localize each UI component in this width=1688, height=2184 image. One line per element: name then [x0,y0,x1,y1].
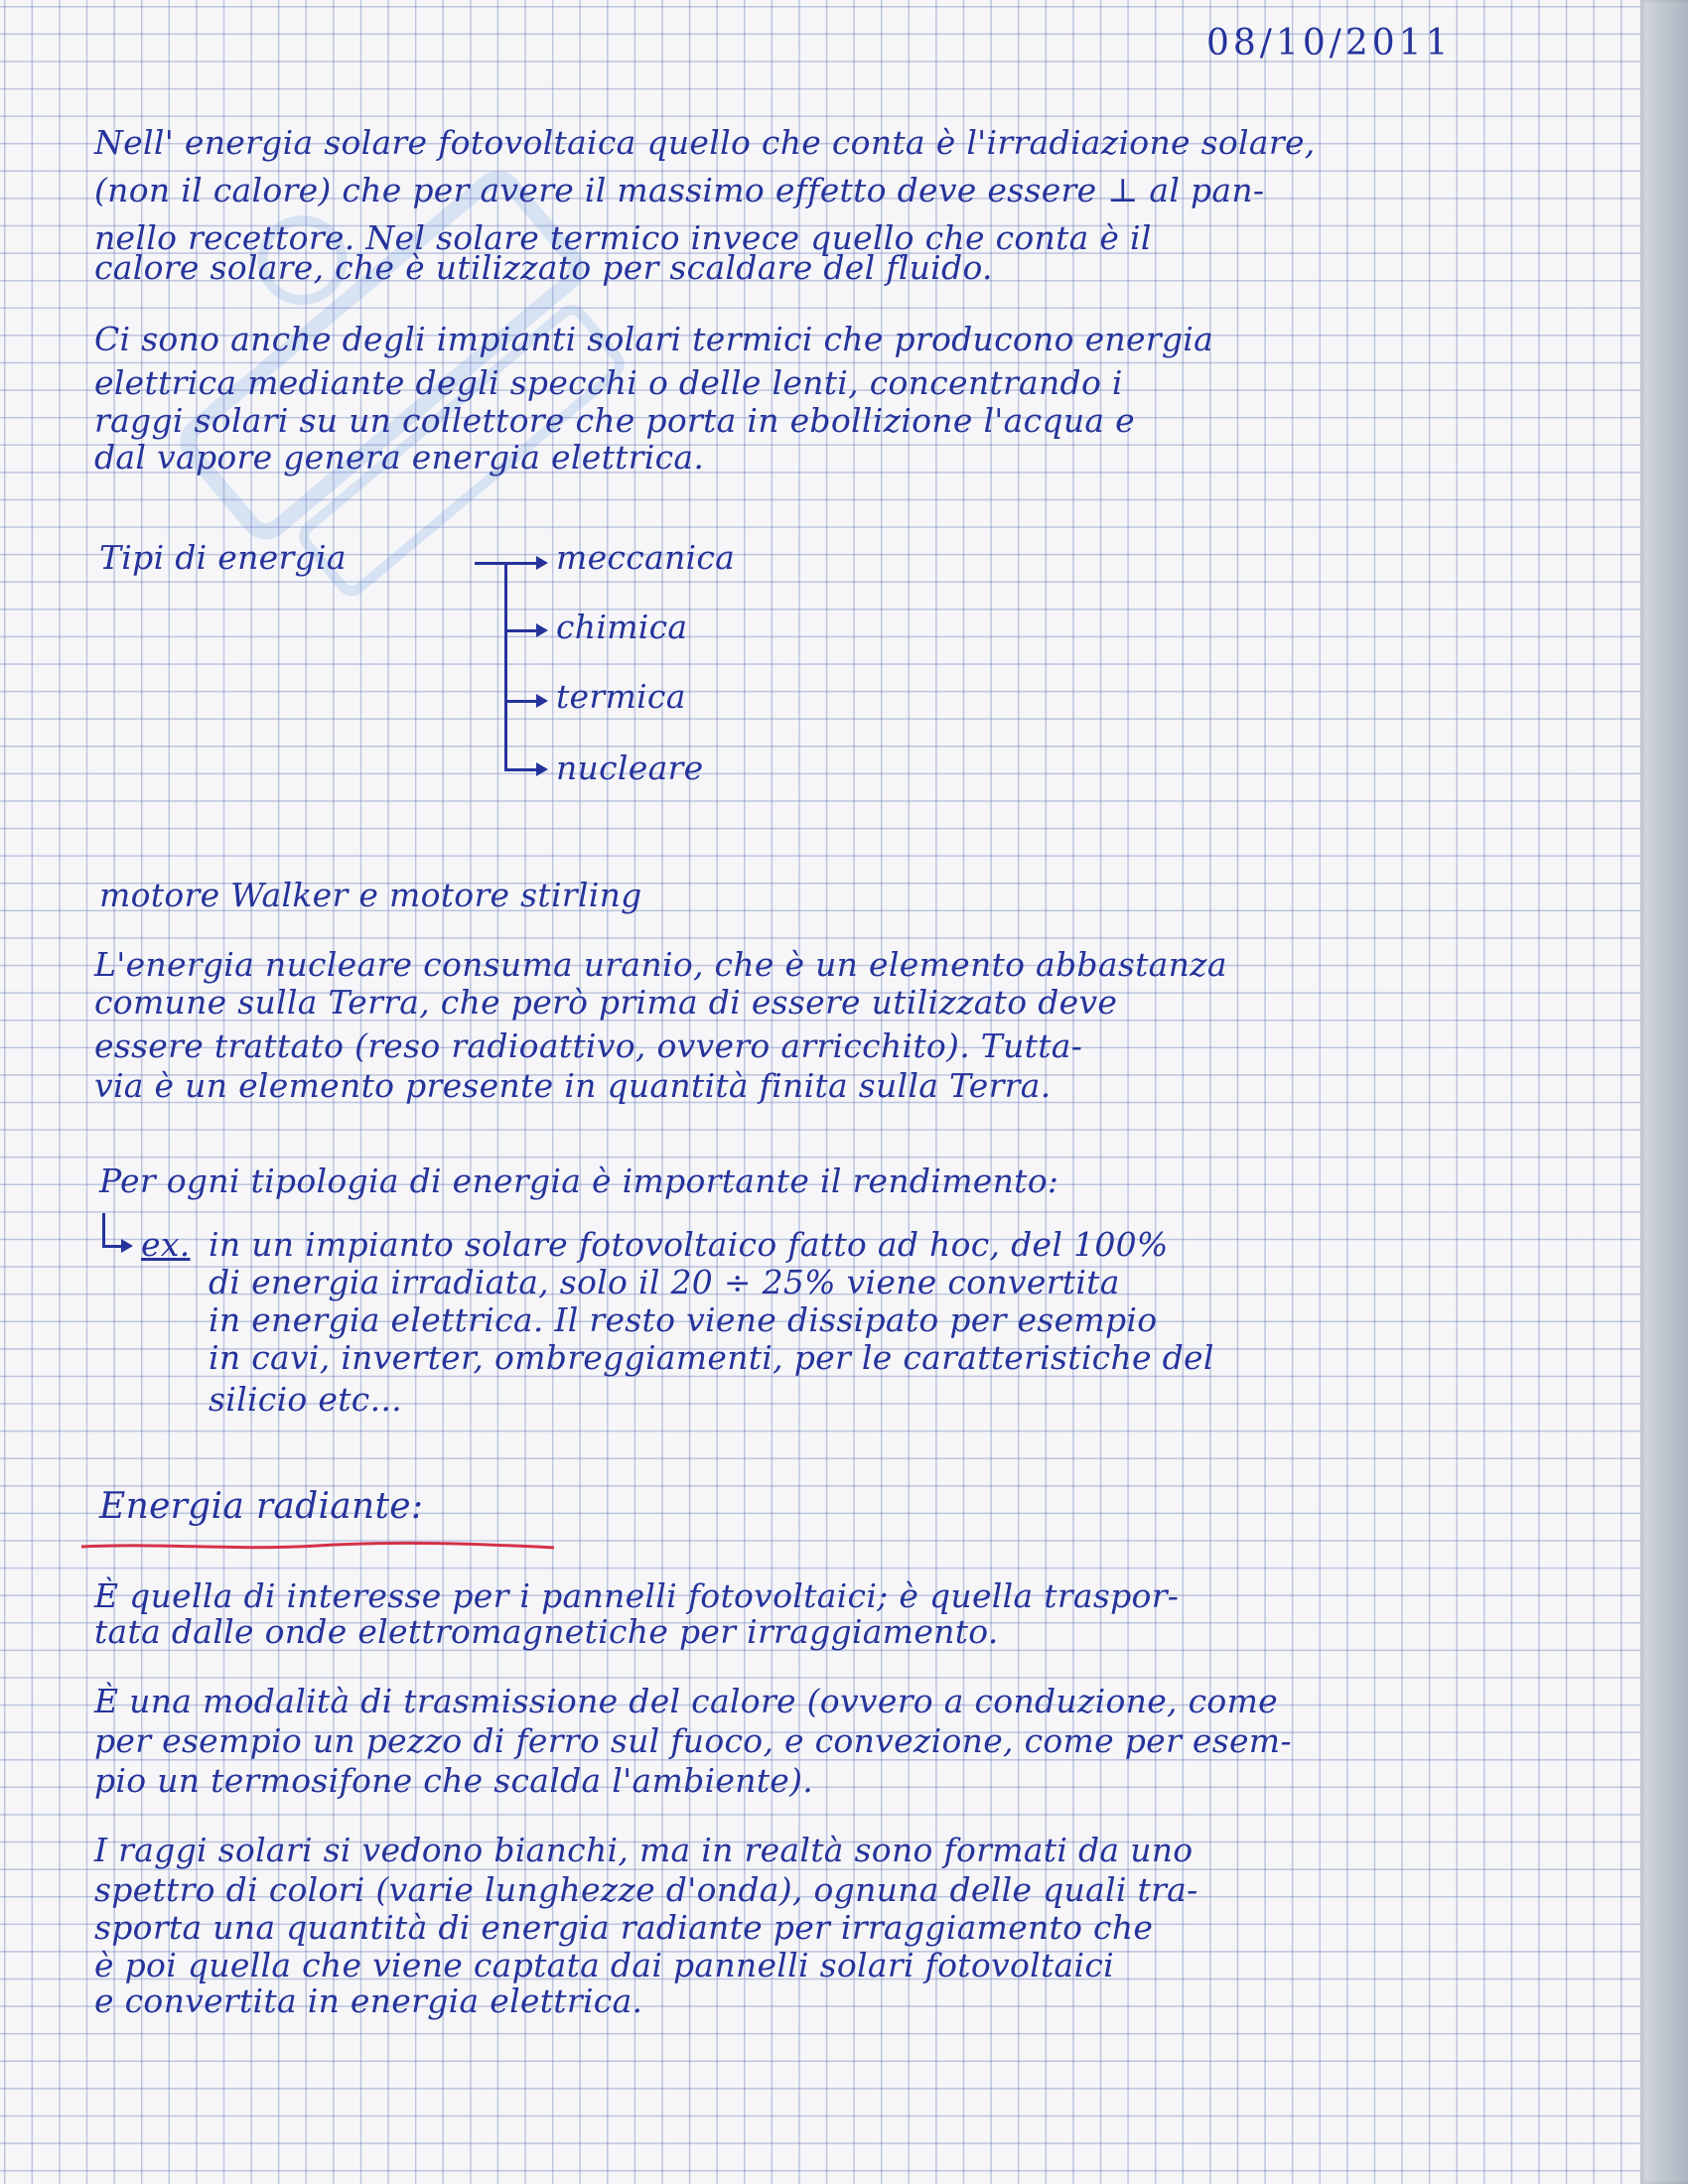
example-line: in energia elettrica. Il resto viene dissipato per esempio [209,1300,1158,1339]
page-date: 08/10/2011 [1206,23,1453,64]
example-marker: ex. [141,1225,191,1264]
paragraph-raggi-solari-line: sporta una quantità di energia radiante per irraggiamento che [94,1908,1154,1947]
energy-type-item: termica [556,677,686,716]
branch-connector [504,562,540,565]
paragraph-trasmissione-line: pio un termosifone che scalda l'ambiente). [94,1761,814,1800]
paragraph-nucleare-line: via è un elemento presente in quantità finita sulla Terra. [94,1066,1052,1105]
branch-connector [504,700,540,703]
motori-note: motore Walker e motore stirling [99,876,642,914]
example-line: in un impianto solare fotovoltaico fatto ad hoc, del 100% [209,1225,1169,1264]
paragraph-nucleare-line: essere trattato (reso radioattivo, ovvero arricchito). Tutta- [94,1026,1083,1065]
paragraph-radiante-line: tata dalle onde elettromagnetiche per irraggiamento. [94,1612,999,1651]
paragraph-fotovoltaico-line: nello recettore. Nel solare termico invece quello che conta è il [94,218,1152,257]
paragraph-fotovoltaico-line: (non il calore) che per avere il massimo effetto deve essere ⊥ al pan- [94,171,1265,209]
paragraph-raggi-solari-line: spettro di colori (varie lunghezze d'onda), ognuna delle quali tra- [94,1870,1198,1909]
example-line: silicio etc... [209,1380,402,1419]
title-underline [79,1541,556,1553]
paragraph-raggi-solari-line: e convertita in energia elettrica. [94,1981,643,2020]
energy-type-item: nucleare [556,749,704,787]
rendimento-heading: Per ogni tipologia di energia è importante il rendimento: [99,1161,1059,1200]
paragraph-solare-termico-line: elettrica mediante degli specchi o delle lenti, concentrando i [94,363,1123,402]
energy-types-label: Tipi di energia [99,538,347,577]
example-hook [102,1213,105,1247]
branch-connector [504,768,540,771]
page-edge [1640,0,1688,2184]
arrow-icon [536,556,548,570]
paragraph-solare-termico-line: dal vapore genera energia elettrica. [94,438,705,477]
energy-type-item: chimica [556,608,688,646]
section-title: Energia radiante: [99,1486,424,1527]
paragraph-fotovoltaico-line: Nell' energia solare fotovoltaica quello che conta è l'irradiazione solare, [94,123,1316,162]
energy-types-stub [475,562,506,565]
paragraph-radiante-line: È quella di interesse per i pannelli fotovoltaici; è quella traspor- [94,1576,1180,1615]
paragraph-fotovoltaico-line: calore solare, che è utilizzato per scaldare del fluido. [94,248,993,287]
branch-connector [504,629,540,632]
arrow-icon [536,623,548,637]
energy-types-branch [504,562,507,770]
paragraph-solare-termico-line: Ci sono anche degli impianti solari termici che producono energia [94,320,1214,358]
energy-type-item: meccanica [556,538,736,577]
paragraph-raggi-solari-line: è poi quella che viene captata dai pannelli solari fotovoltaici [94,1946,1115,1984]
example-line: in cavi, inverter, ombreggiamenti, per le caratteristiche del [209,1338,1214,1377]
arrow-icon [536,694,548,708]
paragraph-trasmissione-line: per esempio un pezzo di ferro sul fuoco, e convezione, come per esem- [94,1721,1292,1760]
arrow-icon [121,1239,133,1253]
example-line: di energia irradiata, solo il 20 ÷ 25% viene convertita [209,1263,1120,1301]
paragraph-nucleare-line: comune sulla Terra, che però prima di essere utilizzato deve [94,983,1118,1022]
arrow-icon [536,762,548,776]
paragraph-raggi-solari-line: I raggi solari si vedono bianchi, ma in realtà sono formati da uno [94,1831,1194,1869]
paragraph-trasmissione-line: È una modalità di trasmissione del calore (ovvero a conduzione, come [94,1682,1279,1720]
paragraph-solare-termico-line: raggi solari su un collettore che porta in ebollizione l'acqua e [94,401,1135,440]
paragraph-nucleare-line: L'energia nucleare consuma uranio, che è un elemento abbastanza [94,945,1227,984]
